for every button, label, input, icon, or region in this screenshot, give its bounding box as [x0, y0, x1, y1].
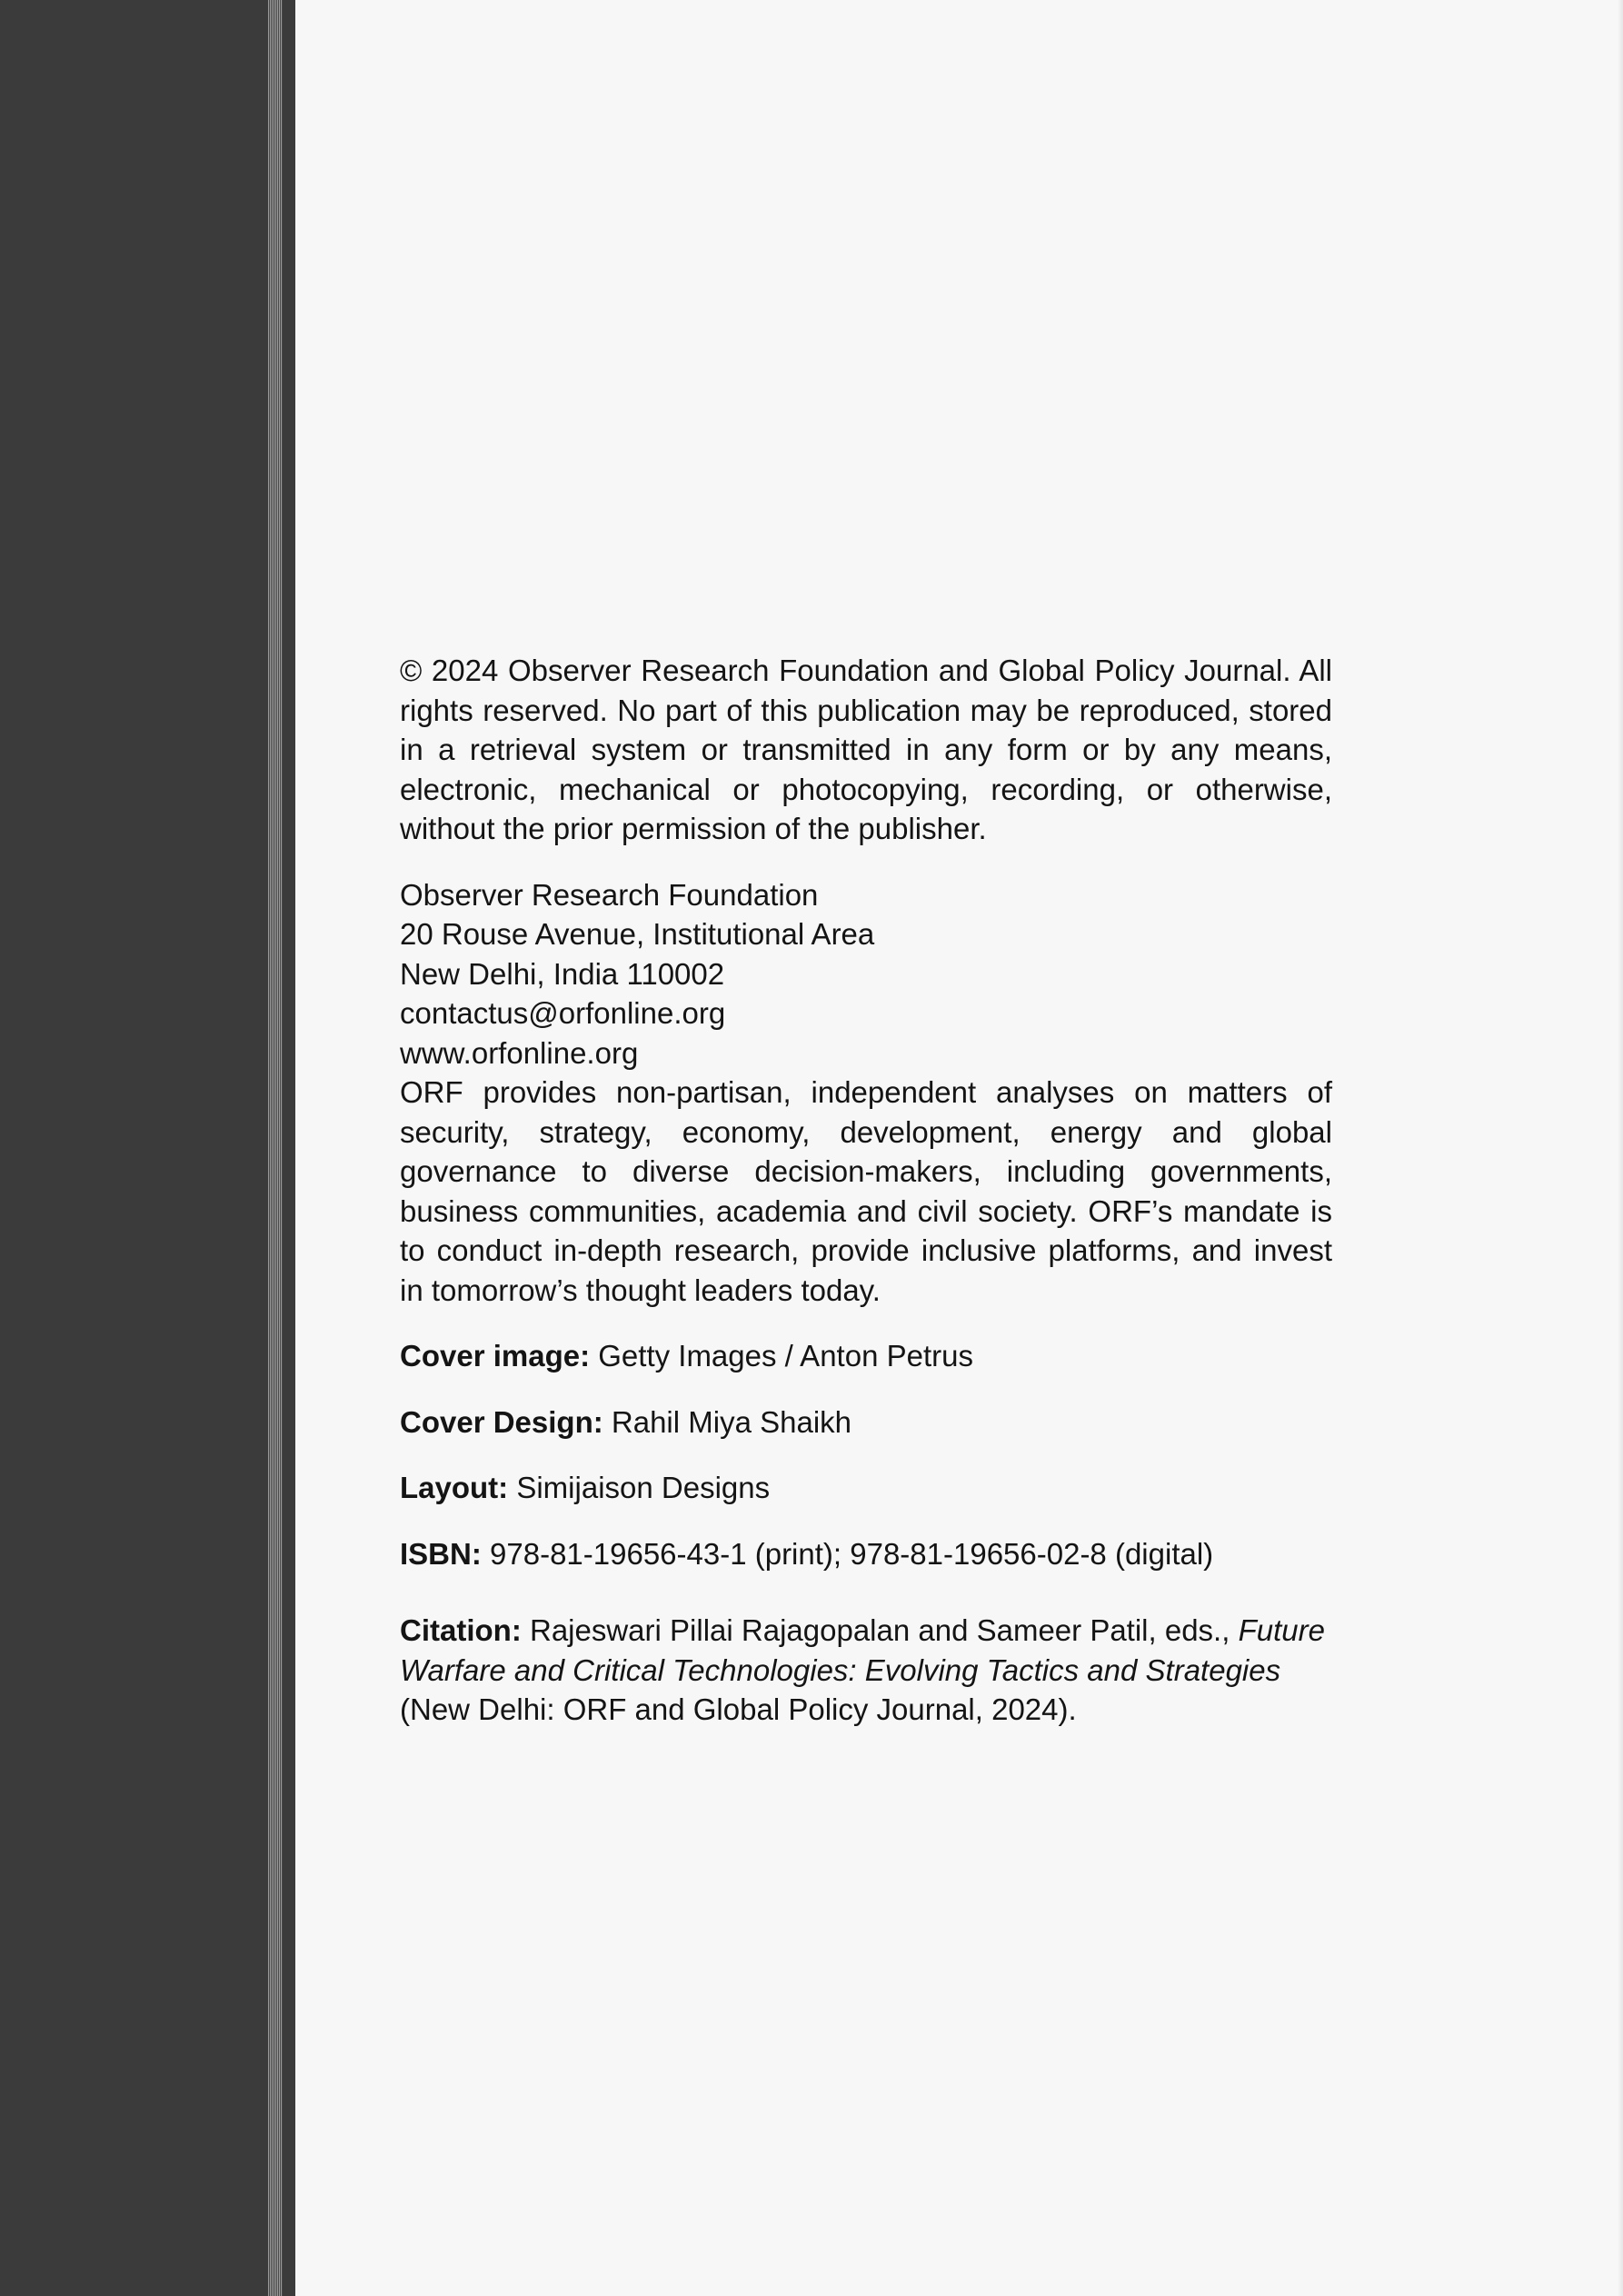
publisher-name: Observer Research Foundation: [400, 877, 819, 912]
publisher-website: www.orfonline.org: [400, 1035, 639, 1070]
citation: [400, 1611, 1332, 1730]
publisher-block: [400, 875, 1332, 1311]
cover-design-value: Rahil Miya Shaikh: [611, 1404, 852, 1439]
cover-image-credit: [400, 1336, 1332, 1376]
book-spine: [0, 0, 268, 2296]
isbn-label: ISBN:: [400, 1536, 482, 1571]
isbn-value: 978-81-19656-43-1 (print); 978-81-19656-02-8 (digital): [490, 1536, 1214, 1571]
cover-design-credit: [400, 1403, 1332, 1442]
cover-design-label: Cover Design:: [400, 1404, 603, 1439]
imprint-page-content: [400, 651, 1332, 1730]
citation-publication: (New Delhi: ORF and Global Policy Journal, 2024).: [400, 1692, 1077, 1726]
page-edge: [1618, 0, 1623, 2296]
publisher-about: ORF provides non-partisan, independent analyses on matters of security, strategy, economy, development, energy and global governance to diverse decision-makers, including governments, business communities, academia and civil society. ORF’s mandate is to conduct in-depth research, provide inclusive platforms, and invest in tomorrow’s thought leaders today.: [400, 1075, 1332, 1307]
spine-edge: [283, 0, 295, 2296]
cover-image-value: Getty Images / Anton Petrus: [598, 1339, 973, 1373]
citation-title: Future Warfare and Critical Technologies: Evolving Tactics and Strategies: [400, 1613, 1325, 1687]
citation-label: Citation:: [400, 1613, 522, 1647]
cover-image-label: Cover image:: [400, 1339, 591, 1373]
layout-value: Simijaison Designs: [516, 1471, 771, 1504]
publisher-address-line2: New Delhi, India 110002: [400, 956, 725, 991]
publisher-address-line1: 20 Rouse Avenue, Institutional Area: [400, 917, 875, 951]
copyright-notice: © 2024 Observer Research Foundation and Global Policy Journal. All rights reserved. No part of this publication may be reproduced, stored in a retrieval system or transmitted in any form or by any means, electronic, mechanical or photocopying, recording, or otherwise, without the prior permission of the publisher.: [400, 654, 1332, 845]
layout-credit: [400, 1468, 1332, 1508]
layout-label: Layout:: [400, 1471, 509, 1504]
isbn-line: [400, 1534, 1332, 1574]
citation-authors: Rajeswari Pillai Rajagopalan and Sameer Patil, eds.,: [529, 1613, 1230, 1647]
publisher-email: contactus@orfonline.org: [400, 996, 726, 1030]
spine-stripe: [268, 0, 283, 2296]
